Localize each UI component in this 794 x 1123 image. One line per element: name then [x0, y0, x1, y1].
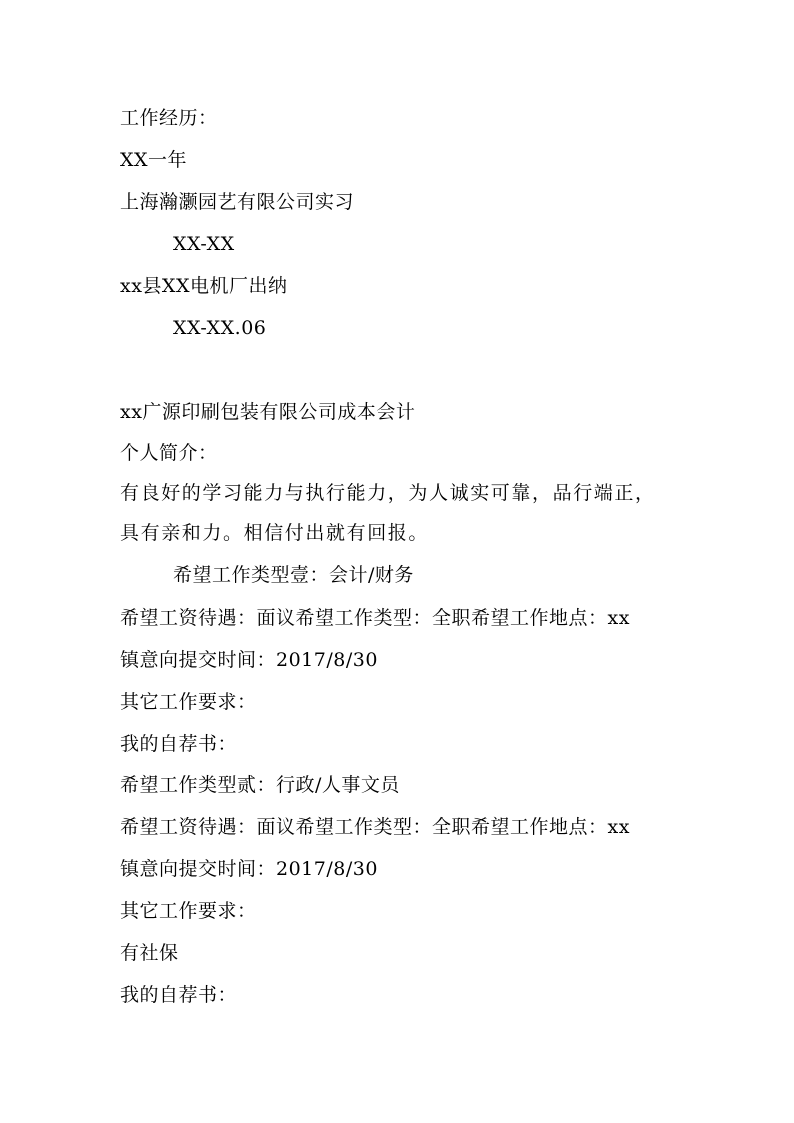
job-preference-2-benefit: 有社保	[120, 942, 179, 964]
work-history-period: XX一年	[120, 149, 188, 171]
work-history-entry: 上海瀚灏园艺有限公司实习	[120, 191, 355, 213]
work-history-heading: 工作经历：	[120, 107, 218, 129]
work-history-date: XX-XX	[173, 233, 235, 255]
work-history-date: XX-XX.06	[173, 317, 267, 339]
job-preference-2-details: 希望工资待遇：面议希望工作类型：全职希望工作地点：xx	[120, 816, 630, 838]
job-preference-1-requirements: 其它工作要求：	[120, 691, 257, 713]
job-preference-2-type: 希望工作类型贰：行政/人事文员	[120, 774, 400, 796]
work-history-entry: xx广源印刷包装有限公司成本会计	[120, 401, 416, 423]
profile-text: 具有亲和力。相信付出就有回报。	[120, 522, 430, 544]
job-preference-2-requirements: 其它工作要求：	[120, 900, 257, 922]
job-preference-1-details: 希望工资待遇：面议希望工作类型：全职希望工作地点：xx	[120, 607, 630, 629]
job-preference-2-date: 镇意向提交时间：2017/8/30	[120, 858, 378, 880]
profile-text: 有良好的学习能力与执行能力，为人诚实可靠，品行端正，	[120, 482, 656, 504]
job-preference-1-type: 希望工作类型壹：会计/财务	[173, 564, 414, 586]
work-history-entry: xx县XX电机厂出纳	[120, 275, 288, 297]
job-preference-1-cover-letter: 我的自荐书：	[120, 733, 238, 755]
job-preference-2-cover-letter: 我的自荐书：	[120, 984, 238, 1006]
job-preference-1-date: 镇意向提交时间：2017/8/30	[120, 649, 378, 671]
profile-heading: 个人简介：	[120, 442, 218, 464]
